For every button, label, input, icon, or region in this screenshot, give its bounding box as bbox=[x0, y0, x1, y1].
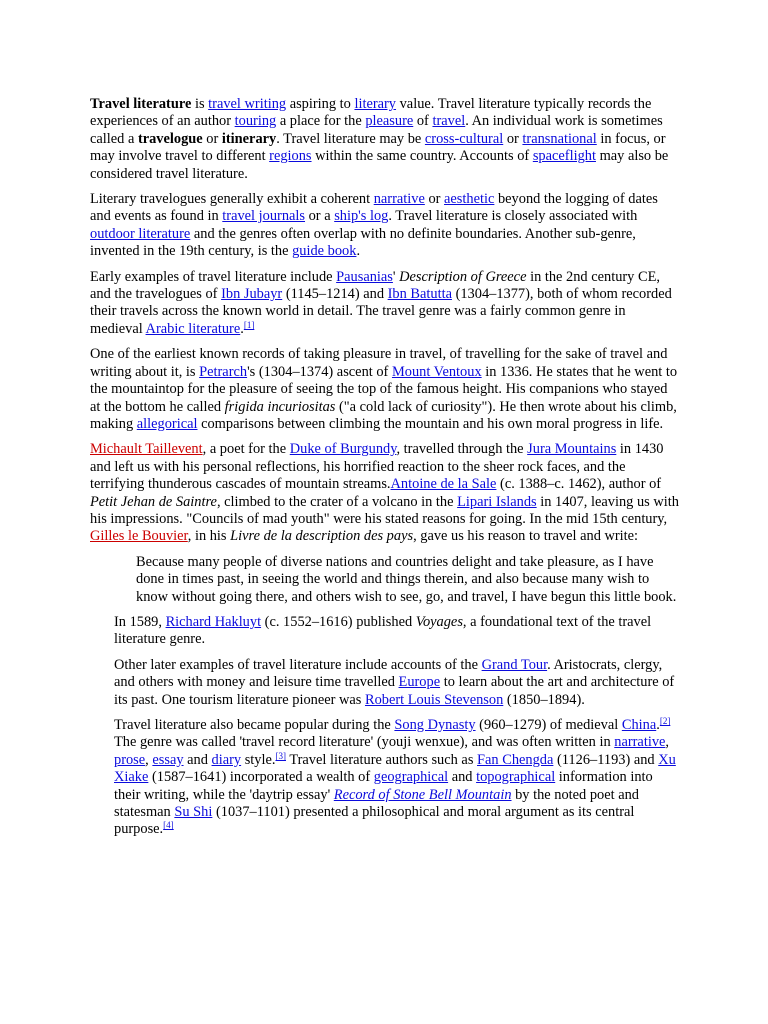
link-fan-chengda[interactable]: Fan Chengda bbox=[477, 751, 554, 768]
italic-title: Voyages bbox=[415, 613, 463, 630]
text-run: and bbox=[448, 769, 477, 786]
link-narrative[interactable]: narrative bbox=[373, 191, 425, 208]
link-china[interactable]: China bbox=[621, 717, 657, 733]
text-run: (1850–1894). bbox=[503, 691, 585, 708]
link-pausanias[interactable]: Pausanias bbox=[336, 268, 393, 285]
citation-sup bbox=[163, 820, 174, 830]
text-run: (1145–1214) and bbox=[282, 286, 388, 303]
link-ship-s-log[interactable]: ship's log bbox=[334, 208, 389, 225]
link-mount-ventoux[interactable]: Mount Ventoux bbox=[391, 363, 482, 380]
text-run: . Travel literature may be bbox=[276, 130, 425, 147]
link-jura-mountains[interactable]: Jura Mountains bbox=[527, 441, 617, 458]
link-outdoor-literature[interactable]: outdoor literature bbox=[90, 225, 191, 242]
text-run: One of the earliest known records of taking pleasure in travel, of travelling for the sake of travel and writing about it, is bbox=[90, 346, 668, 380]
text-run: (960–1279) of medieval bbox=[475, 717, 622, 733]
link-michault-taillevent[interactable]: Michault Taillevent bbox=[90, 441, 203, 458]
text-run: Travel literature authors such as bbox=[285, 751, 478, 768]
link-robert-louis-stevenson[interactable]: Robert Louis Stevenson bbox=[364, 691, 504, 708]
link-pleasure[interactable]: pleasure bbox=[365, 113, 414, 130]
text-run: 's (1304–1374) ascent of bbox=[247, 363, 392, 380]
text-run: . Aristocrats, clergy, and others with money and leisure time travelled bbox=[114, 656, 663, 691]
text-run: , climbed to the crater of a volcano in the bbox=[216, 493, 458, 510]
text-run: in 1407, leaving us with his impressions. "Councils of mad youth" were his stated reasons for going. In the mid 15th century, bbox=[90, 493, 679, 527]
block-quote bbox=[136, 554, 680, 606]
italic-title: Petit Jehan de Saintre bbox=[90, 493, 217, 510]
text-run: . bbox=[356, 243, 361, 260]
text-run: may also be considered travel literature. bbox=[90, 148, 669, 182]
text-run: The genre was called 'travel record literature' (youji wenxue), and was often written in bbox=[114, 734, 615, 751]
paragraph bbox=[90, 346, 680, 433]
paragraph bbox=[114, 657, 680, 709]
link-richard-hakluyt[interactable]: Richard Hakluyt bbox=[165, 613, 262, 630]
text-run: In 1589, bbox=[114, 613, 166, 630]
text-run: and bbox=[183, 751, 212, 768]
link-essay[interactable]: essay bbox=[152, 751, 184, 768]
text-run: , in his bbox=[187, 528, 231, 545]
link-song-dynasty[interactable]: Song Dynasty bbox=[394, 717, 476, 733]
bold-term: Travel literature bbox=[90, 96, 192, 112]
link-guide-book[interactable]: guide book bbox=[292, 243, 357, 260]
link-antoine-de-la-sale[interactable]: Antoine de la Sale bbox=[390, 476, 497, 493]
text-run: to learn about the art and architecture of its past. One tourism literature pioneer was bbox=[114, 674, 675, 708]
link-cross-cultural[interactable]: cross-cultural bbox=[424, 130, 504, 147]
link-narrative[interactable]: narrative bbox=[614, 734, 666, 751]
text-run: , gave us his reason to travel and write: bbox=[413, 528, 639, 545]
link-touring[interactable]: touring bbox=[234, 113, 277, 130]
link-record-of-stone-bell-mountain[interactable]: Record of Stone Bell Mountain bbox=[333, 786, 512, 803]
text-run: value. Travel literature typically records the experiences of an author bbox=[90, 96, 652, 130]
citation-link[interactable]: [3] bbox=[275, 750, 286, 761]
link-prose[interactable]: prose bbox=[114, 751, 146, 768]
link-ibn-jubayr[interactable]: Ibn Jubayr bbox=[221, 286, 283, 303]
link-travel[interactable]: travel bbox=[432, 113, 466, 130]
link-transnational[interactable]: transnational bbox=[522, 130, 597, 147]
text-run: , bbox=[145, 751, 153, 768]
text-run: . bbox=[240, 320, 244, 337]
text-run: information into their writing, while the 'daytrip essay' bbox=[114, 769, 653, 803]
text-run: or bbox=[503, 130, 523, 147]
text-run: . Travel literature is closely associated with bbox=[388, 208, 638, 225]
text-run: ' bbox=[392, 268, 400, 285]
paragraph bbox=[90, 191, 680, 261]
text-run: in the 2nd century CE, and the travelogues of bbox=[90, 268, 660, 303]
link-europe[interactable]: Europe bbox=[398, 674, 441, 691]
text-run: or bbox=[424, 191, 445, 208]
text-run: beyond the logging of dates and events as found in bbox=[90, 191, 658, 225]
text-run: comparisons between climbing the mountain and his own moral progress in life. bbox=[197, 415, 664, 432]
text-run: by the noted poet and statesman bbox=[114, 786, 640, 821]
text-run: of bbox=[413, 113, 433, 130]
link-su-shi[interactable]: Su Shi bbox=[174, 804, 213, 821]
italic-title: Livre de la description des pays bbox=[230, 528, 414, 545]
citation-sup bbox=[244, 320, 255, 330]
text-run: or a bbox=[305, 208, 335, 225]
link-diary[interactable]: diary bbox=[211, 751, 242, 768]
link-travel-journals[interactable]: travel journals bbox=[222, 208, 306, 225]
link-ibn-batutta[interactable]: Ibn Batutta bbox=[387, 286, 452, 303]
link-grand-tour[interactable]: Grand Tour bbox=[481, 656, 548, 673]
italic-title: frigida incuriositas bbox=[224, 398, 336, 415]
text-run: within the same country. Accounts of bbox=[311, 148, 533, 165]
paragraph bbox=[90, 96, 680, 183]
link-literary[interactable]: literary bbox=[354, 96, 397, 112]
text-run: and the genres often overlap with no definite boundaries. Another sub-genre, invented in the 19th century, is the bbox=[90, 225, 636, 260]
link-duke-of-burgundy[interactable]: Duke of Burgundy bbox=[289, 441, 397, 458]
text-run: is bbox=[191, 96, 209, 112]
link-lipari-islands[interactable]: Lipari Islands bbox=[457, 493, 537, 510]
citation-sup bbox=[275, 751, 286, 761]
text-run: Early examples of travel literature include bbox=[90, 268, 337, 285]
text-run: Travel literature also became popular during the bbox=[114, 717, 395, 733]
text-run: in 1430 and left us with his personal reflections, his horrified reaction to the sheer rock faces, and the terrifying thunderous cascades of mountain streams. bbox=[90, 441, 664, 493]
text-run: . bbox=[656, 717, 660, 733]
link-geographical[interactable]: geographical bbox=[373, 769, 449, 786]
paragraph bbox=[90, 269, 680, 339]
text-run: , travelled through the bbox=[396, 441, 528, 458]
link-regions[interactable]: regions bbox=[269, 148, 312, 165]
text-run: in 1336. He states that he went to the mountaintop for the pleasure of seeing the top of the famous height. His companions who stayed at the bottom he called bbox=[90, 363, 678, 415]
paragraph bbox=[90, 441, 680, 545]
text-run: , bbox=[665, 734, 670, 751]
link-petrarch[interactable]: Petrarch bbox=[199, 363, 248, 380]
link-arabic-literature[interactable]: Arabic literature bbox=[145, 320, 241, 337]
bold-term: travelogue bbox=[137, 130, 203, 147]
link-spaceflight[interactable]: spaceflight bbox=[532, 148, 596, 165]
link-gilles-le-bouvier[interactable]: Gilles le Bouvier bbox=[90, 528, 188, 545]
paragraph bbox=[114, 614, 680, 649]
italic-title: Description of Greece bbox=[399, 268, 527, 285]
text-run: (1126–1193) and bbox=[553, 751, 659, 768]
link-xu-xiake[interactable]: Xu Xiake bbox=[114, 751, 676, 786]
text-run: ("a cold lack of curiosity"). He then wrote about his climb, making bbox=[90, 398, 677, 432]
text-run: (1587–1641) incorporated a wealth of bbox=[148, 769, 374, 786]
link-aesthetic[interactable]: aesthetic bbox=[444, 191, 495, 208]
text-run: aspiring to bbox=[286, 96, 355, 112]
text-run: Literary travelogues generally exhibit a coherent bbox=[90, 191, 374, 208]
text-run: (c. 1388–c. 1462), author of bbox=[496, 476, 662, 493]
text-run: , a foundational text of the travel literature genre. bbox=[114, 613, 652, 648]
text-run: style. bbox=[241, 751, 276, 768]
link-topographical[interactable]: topographical bbox=[476, 769, 556, 786]
text-run: in focus, or may involve travel to different bbox=[90, 130, 666, 165]
bold-term: itinerary bbox=[221, 130, 277, 147]
text-run: . An individual work is sometimes called a bbox=[90, 113, 663, 147]
citation-link[interactable]: [2] bbox=[659, 716, 671, 726]
link-allegorical[interactable]: allegorical bbox=[136, 415, 198, 432]
citation-link[interactable]: [4] bbox=[163, 820, 174, 831]
citation-sup bbox=[660, 716, 671, 726]
text-run: , a poet for the bbox=[202, 441, 290, 458]
link-travel-writing[interactable]: travel writing bbox=[208, 96, 287, 112]
article-body bbox=[90, 96, 680, 847]
citation-link[interactable]: [1] bbox=[243, 319, 255, 330]
text-run: (1304–1377), both of whom recorded their travels across the known world in detail. The travel genre was a fairly common genre in medieval bbox=[90, 286, 672, 337]
text-run: a place for the bbox=[276, 113, 366, 130]
text-run: (1037–1101) presented a philosophical and moral argument as its central purpose. bbox=[114, 804, 635, 838]
text-run: Because many people of diverse nations and countries delight and take pleasure, as I have done in times past, in seeing the world and things therein, and also because many wish to know without going there, and others wish to see, go, and travel, I have begun this little book. bbox=[136, 553, 677, 605]
text-run: Other later examples of travel literature include accounts of the bbox=[114, 656, 482, 673]
text-run: or bbox=[202, 130, 222, 147]
paragraph bbox=[114, 717, 680, 839]
text-run: (c. 1552–1616) published bbox=[261, 613, 416, 630]
